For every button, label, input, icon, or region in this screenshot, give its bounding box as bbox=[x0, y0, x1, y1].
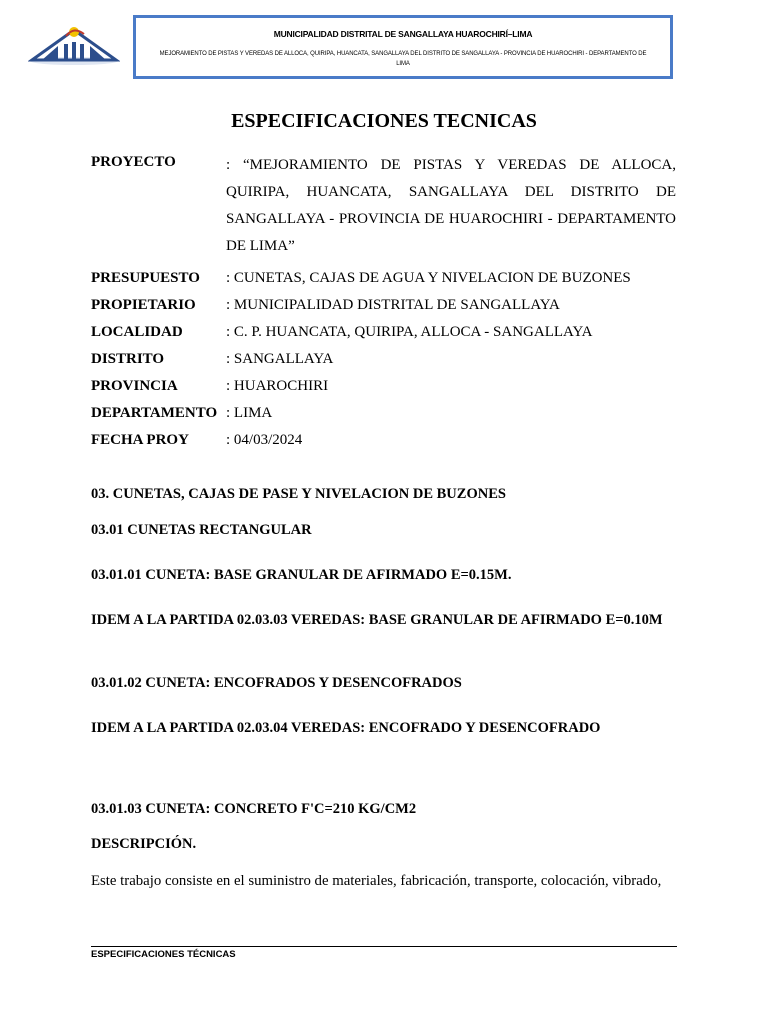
field-value-presupuesto: : CUNETAS, CAJAS DE AGUA Y NIVELACION DE BUZONES bbox=[226, 270, 631, 286]
body-paragraph: Este trabajo consiste en el suministro de materiales, fabricación, transporte, colocación, vibrado, bbox=[91, 873, 662, 889]
section-heading-030101: 03.01.01 CUNETA: BASE GRANULAR DE AFIRMADO E=0.15M. bbox=[91, 567, 512, 583]
header-subtitle: MEJORAMIENTO DE PISTAS Y VEREDAS DE ALLOCA, QUIRIPA, HUANCATA, SANGALLAYA DEL DISTRITO DE SANGALLAYA - PROVINCIA DE HUAROCHIRI - DEPARTAMENTO DE LIMA bbox=[159, 51, 647, 67]
descripcion-heading: DESCRIPCIÓN. bbox=[91, 836, 197, 852]
field-label-presupuesto: PRESUPUESTO bbox=[91, 270, 200, 286]
section-heading-030103: 03.01.03 CUNETA: CONCRETO F'C=210 KG/CM2 bbox=[91, 801, 417, 817]
field-label-propietario: PROPIETARIO bbox=[91, 297, 196, 313]
municipality-logo bbox=[28, 22, 120, 66]
section-heading-030102: 03.01.02 CUNETA: ENCOFRADOS Y DESENCOFRADOS bbox=[91, 675, 462, 691]
field-value-localidad: : C. P. HUANCATA, QUIRIPA, ALLOCA - SANGALLAYA bbox=[226, 324, 593, 340]
idem-note-1: IDEM A LA PARTIDA 02.03.03 VEREDAS: BASE GRANULAR DE AFIRMADO E=0.10M bbox=[91, 612, 663, 628]
field-value-departamento: : LIMA bbox=[226, 405, 273, 421]
field-value-provincia: : HUAROCHIRI bbox=[226, 378, 329, 394]
field-label-fecha: FECHA PROY bbox=[91, 432, 189, 448]
footer-label: ESPECIFICACIONES TÉCNICAS bbox=[91, 949, 236, 960]
section-heading-0301: 03.01 CUNETAS RECTANGULAR bbox=[91, 522, 312, 538]
header-box bbox=[133, 15, 673, 79]
field-label-distrito: DISTRITO bbox=[91, 351, 165, 367]
idem-note-2: IDEM A LA PARTIDA 02.03.04 VEREDAS: ENCOFRADO Y DESENCOFRADO bbox=[91, 720, 601, 736]
document-title: ESPECIFICACIONES TECNICAS bbox=[231, 110, 537, 132]
field-label-localidad: LOCALIDAD bbox=[91, 324, 183, 340]
field-value-distrito: : SANGALLAYA bbox=[226, 351, 334, 367]
field-label-departamento: DEPARTAMENTO bbox=[91, 405, 218, 421]
header-title: MUNICIPALIDAD DISTRITAL DE SANGALLAYA HUAROCHIRÍ–LIMA bbox=[273, 29, 533, 39]
project-label: PROYECTO bbox=[91, 154, 176, 170]
field-label-provincia: PROVINCIA bbox=[91, 378, 178, 394]
section-heading-03: 03. CUNETAS, CAJAS DE PASE Y NIVELACION DE BUZONES bbox=[91, 486, 506, 502]
field-value-propietario: : MUNICIPALIDAD DISTRITAL DE SANGALLAYA bbox=[226, 297, 560, 313]
project-value: : “MEJORAMIENTO DE PISTAS Y VEREDAS DE ALLOCA, QUIRIPA, HUANCATA, SANGALLAYA DEL DISTRITO DE SANGALLAYA - PROVINCIA DE HUAROCHIRI - DEPARTAMENTO DE LIMA” bbox=[226, 157, 676, 254]
footer-divider bbox=[91, 946, 677, 947]
field-value-fecha: : 04/03/2024 bbox=[226, 432, 303, 448]
